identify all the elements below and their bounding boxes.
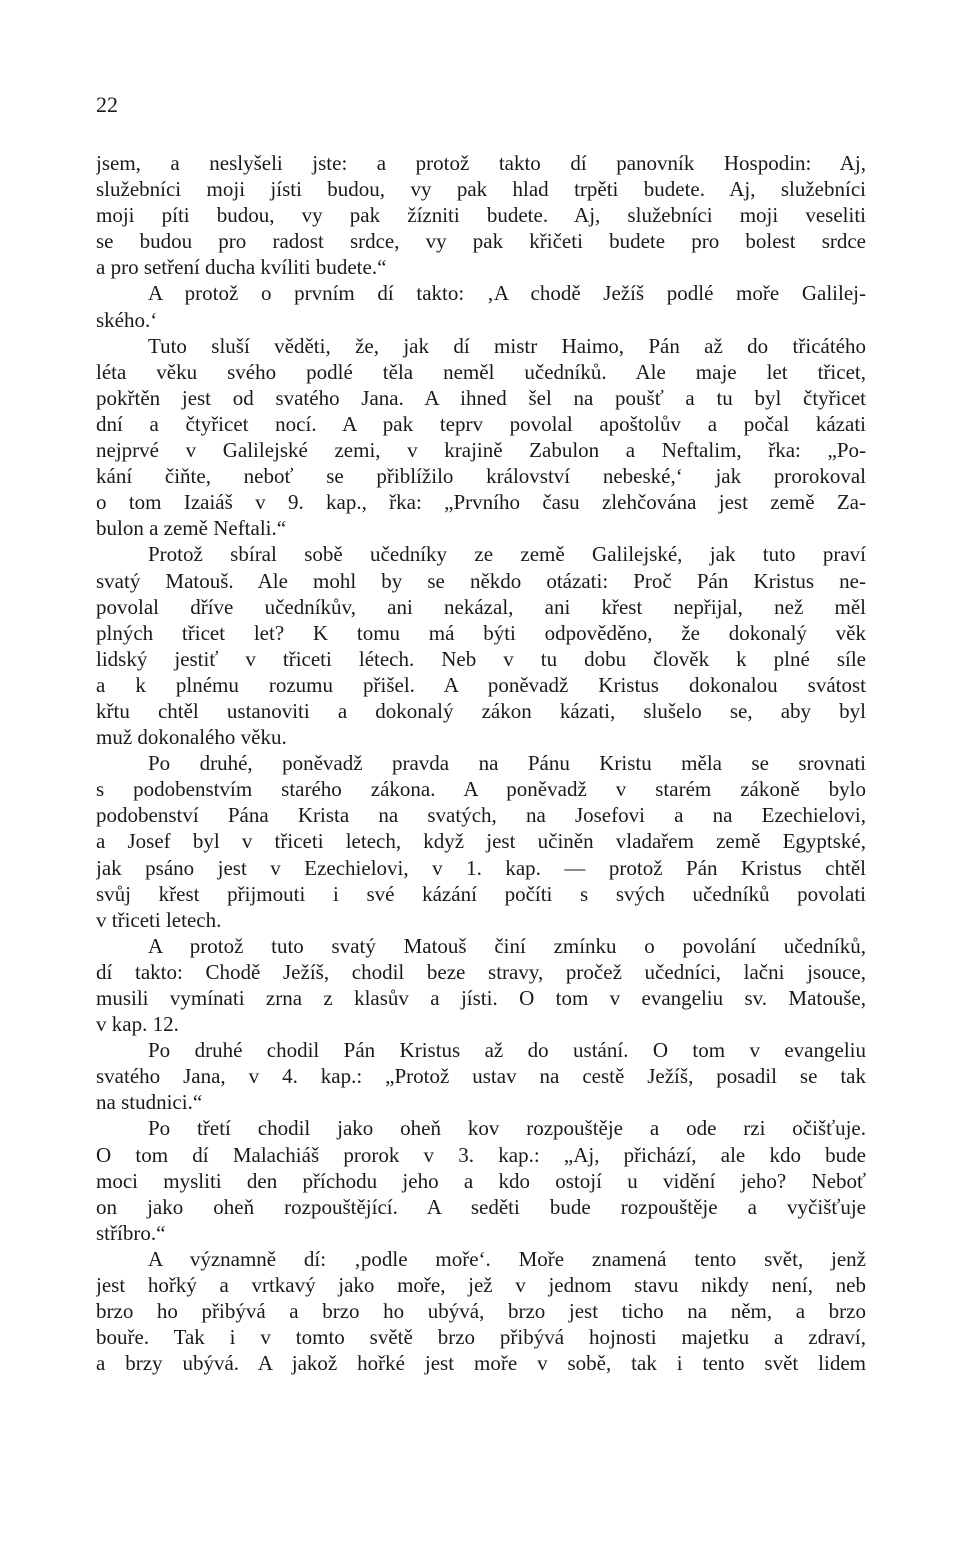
text-line: a Josef byl v třiceti letech, když jest učiněn vladařem země Egyptské, (96, 829, 866, 854)
text-line: Tuto sluší věděti, že, jak dí mistr Haimo, Pán až do třicátého (148, 333, 866, 358)
text-line: podobenství Pána Krista na svatých, na Josefovi a na Ezechielovi, (96, 803, 866, 828)
text-line: A protož tuto svatý Matouš činí zmínku o povolání učedníků, (148, 933, 866, 958)
text-line: kání čiňte, neboť se přiblížilo království nebeské,‘ jak prorokoval (96, 464, 866, 489)
text-line: muž dokonalého věku. (96, 725, 287, 750)
text-line: pokřtěn jest od svatého Jana. A ihned šel na poušť a tu byl čtyřicet (96, 385, 866, 410)
text-line: dní a čtyřicet nocí. A pak teprv povolal apoštolův a počal kázati (96, 411, 866, 436)
text-line: v kap. 12. (96, 1012, 179, 1037)
text-line: na studnici.“ (96, 1090, 203, 1115)
text-line: o tom Izaiáš v 9. kap., řka: „Prvního času zlehčována jest země Za- (96, 490, 866, 515)
text-line: a k plnému rozumu přišel. A poněvadž Kristus dokonalou svátost (96, 672, 866, 697)
text-line: nejprvé v Galilejské zemi, v krajině Zabulon a Neftalim, řka: „Po- (96, 438, 866, 463)
text-line: svůj křest přijmouti i své kázání počíti s svých učedníků povolati (96, 881, 866, 906)
text-line: svatý Matouš. Ale mohl by se někdo otázati: Proč Pán Kristus ne- (96, 568, 866, 593)
text-line: a pro setření ducha kvíliti budete.“ (96, 255, 387, 280)
text-line: s podobenstvím starého zákona. A poněvadž v starém zákoně bylo (96, 777, 866, 802)
text-line: v třiceti letech. (96, 907, 222, 932)
text-line: a brzy ubývá. A jakož hořké jest moře v sobě, tak i tento svět lidem (96, 1351, 866, 1376)
body-text (96, 150, 866, 1376)
text-line: moji píti budou, vy pak žízniti budete. Aj, služebníci moji veseliti (96, 203, 866, 228)
text-line: stříbro.“ (96, 1220, 166, 1245)
text-line: povolal dříve učedníkův, ani nekázal, ani křest nepřijal, než měl (96, 594, 866, 619)
text-line: Po druhé chodil Pán Kristus až do ustání. O tom v evangeliu (148, 1038, 866, 1063)
text-line: moci mysliti den příchodu jeho a kdo ostojí u vidění jeho? Neboť (96, 1168, 866, 1193)
page-number: 22 (96, 92, 118, 117)
text-line: jest hořký a vrtkavý jako moře, jež v jednom stavu nikdy není, neb (96, 1273, 866, 1298)
text-line: služebníci moji jísti budou, vy pak hlad trpěti budete. Aj, služebníci (96, 177, 866, 202)
text-line: Po druhé, poněvadž pravda na Pánu Kristu měla se srovnati (148, 751, 866, 776)
text-line: O tom dí Malachiáš prorok v 3. kap.: „Aj, přichází, ale kdo bude (96, 1142, 866, 1167)
text-line: A protož o prvním dí takto: ‚A chodě Ježíš podlé moře Galilej- (148, 281, 866, 306)
text-line: se budou pro radost srdce, vy pak křičeti budete pro bolest srdce (96, 229, 866, 254)
text-line: on jako oheň rozpouštějící. A seděti bude rozpouštěje a vyčišťuje (96, 1194, 866, 1219)
text-line: ského.‘ (96, 307, 158, 332)
text-line: brzo ho přibývá a brzo ho ubývá, brzo jest ticho na něm, a brzo (96, 1299, 866, 1324)
text-line: musili vymínati zrna z klasův a jísti. O tom v evangeliu sv. Matouše, (96, 986, 866, 1010)
text-line: dí takto: Chodě Ježíš, chodil beze stravy, pročež učedníci, lačni jsouce, (96, 959, 866, 984)
text-line: léta věku svého podlé těla neměl učedníků. Ale maje let třicet, (96, 359, 866, 384)
text-line: bulon a země Neftali.“ (96, 516, 287, 541)
text-line: Po třetí chodil jako oheň kov rozpouštěje a ode rzi očišťuje. (148, 1116, 866, 1141)
text-line: jsem, a neslyšeli jste: a protož takto dí panovník Hospodin: Aj, (96, 151, 866, 175)
text-line: lidský jestiť v třiceti létech. Neb v tu dobu člověk k plné síle (96, 646, 866, 671)
text-line: Protož sbíral sobě učedníky ze země Galilejské, jak tuto praví (148, 542, 866, 567)
text-line: plných třicet let? K tomu má býti odpověděno, že dokonalý věk (96, 620, 866, 645)
text-line: A významně dí: ‚podle moře‘. Moře znamená tento svět, jenž (148, 1246, 866, 1271)
text-line: bouře. Tak i v tomto světě brzo přibývá hojnosti majetku a zdraví, (96, 1325, 866, 1350)
text-line: křtu chtěl ustanoviti a dokonalý zákon kázati, slušelo se, aby byl (96, 698, 866, 723)
text-line: svatého Jana, v 4. kap.: „Protož ustav na cestě Ježíš, posadil se tak (96, 1064, 866, 1089)
text-line: jak psáno jest v Ezechielovi, v 1. kap. — protož Pán Kristus chtěl (96, 855, 866, 880)
